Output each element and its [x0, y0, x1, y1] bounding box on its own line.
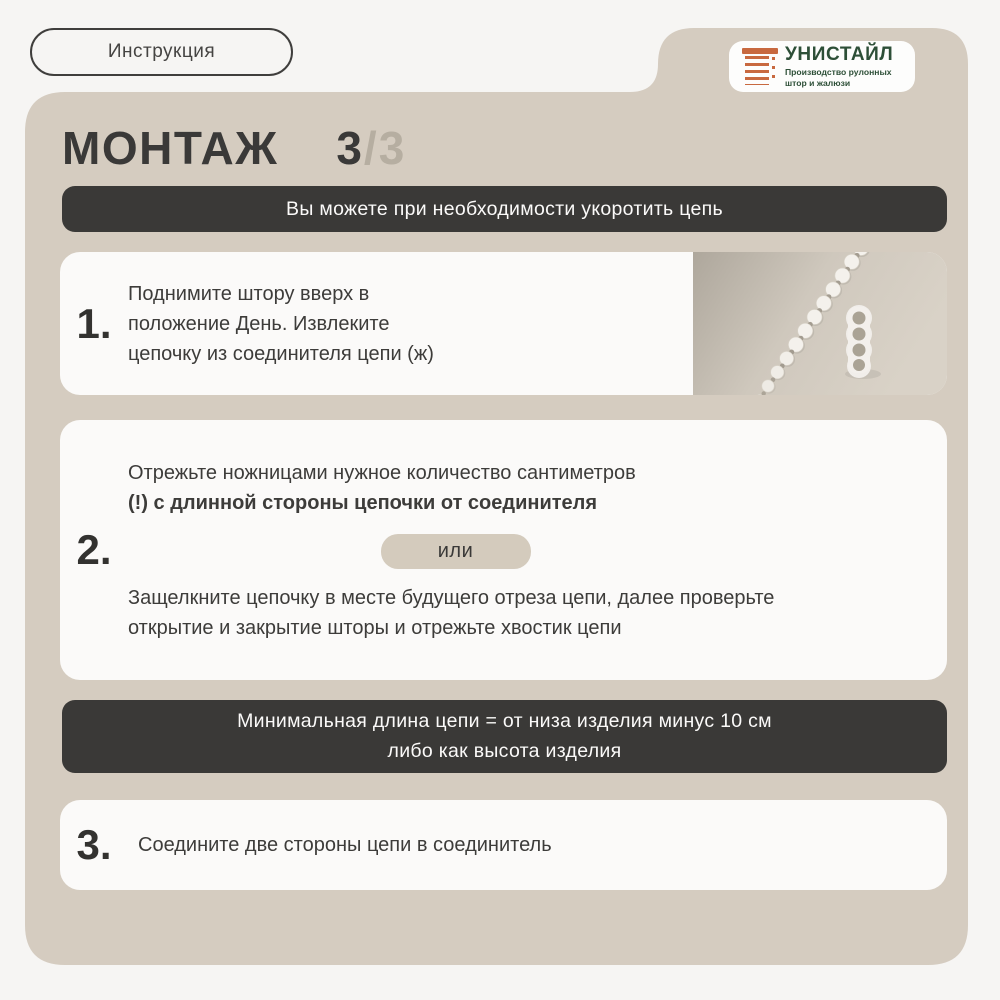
chain-photo: [693, 252, 947, 395]
blinds-icon-cord: [772, 57, 775, 84]
step-2-text-line1: Отрежьте ножницами нужное количество сантиметров: [128, 461, 636, 484]
step-2-number: 2.: [76, 526, 112, 573]
step-card-1: [60, 252, 947, 395]
logo-tagline-line2: штор и жалюзи: [785, 77, 851, 88]
page-indicator: [336, 122, 406, 174]
page-separator: /: [363, 122, 379, 174]
title-text: МОНТАЖ: [62, 122, 279, 174]
step-card-2: [60, 420, 947, 680]
page-title: [62, 121, 406, 175]
step-1-number: 1.: [76, 299, 112, 347]
logo-text: [785, 45, 893, 88]
blinds-icon-slats: [745, 56, 769, 85]
logo-tagline: [785, 67, 893, 88]
or-divider: или: [381, 534, 531, 569]
step-2-content: [128, 458, 783, 643]
logo: [729, 41, 915, 92]
instruction-button[interactable]: Инструкция: [30, 28, 293, 76]
blinds-icon-headrail: [742, 48, 778, 54]
min-chain-length-line1: Минимальная длина цепи = от низа изделия минус 10 см: [237, 710, 772, 732]
shorten-chain-banner: Вы можете при необходимости укоротить цепь: [62, 186, 947, 232]
step-3-text: Соедините две стороны цепи в соединитель: [138, 834, 552, 856]
logo-brand: УНИСТАЙЛ: [785, 44, 894, 65]
step-3-number: 3.: [76, 821, 112, 868]
step-2-text-after: Защелкните цепочку в месте будущего отреза цепи, далее проверьте открытие и закрытие шторы и отрежьте хвостик цепи: [128, 586, 775, 639]
page-current: 3: [336, 122, 364, 174]
blinds-icon: [744, 48, 776, 86]
step-card-3: [60, 800, 947, 890]
step-1-text: Поднимите штору вверх в положение День. Извлеките цепочку из соединителя цепи (ж): [128, 282, 434, 365]
min-chain-length-line2: либо как высота изделия: [387, 739, 622, 762]
logo-tagline-line1: Производство рулонных: [785, 67, 892, 77]
min-chain-length-banner: [62, 700, 947, 773]
page-total: 3: [378, 122, 407, 174]
step-2-text-bold: (!) с длинной стороны цепочки от соединителя: [128, 491, 598, 514]
